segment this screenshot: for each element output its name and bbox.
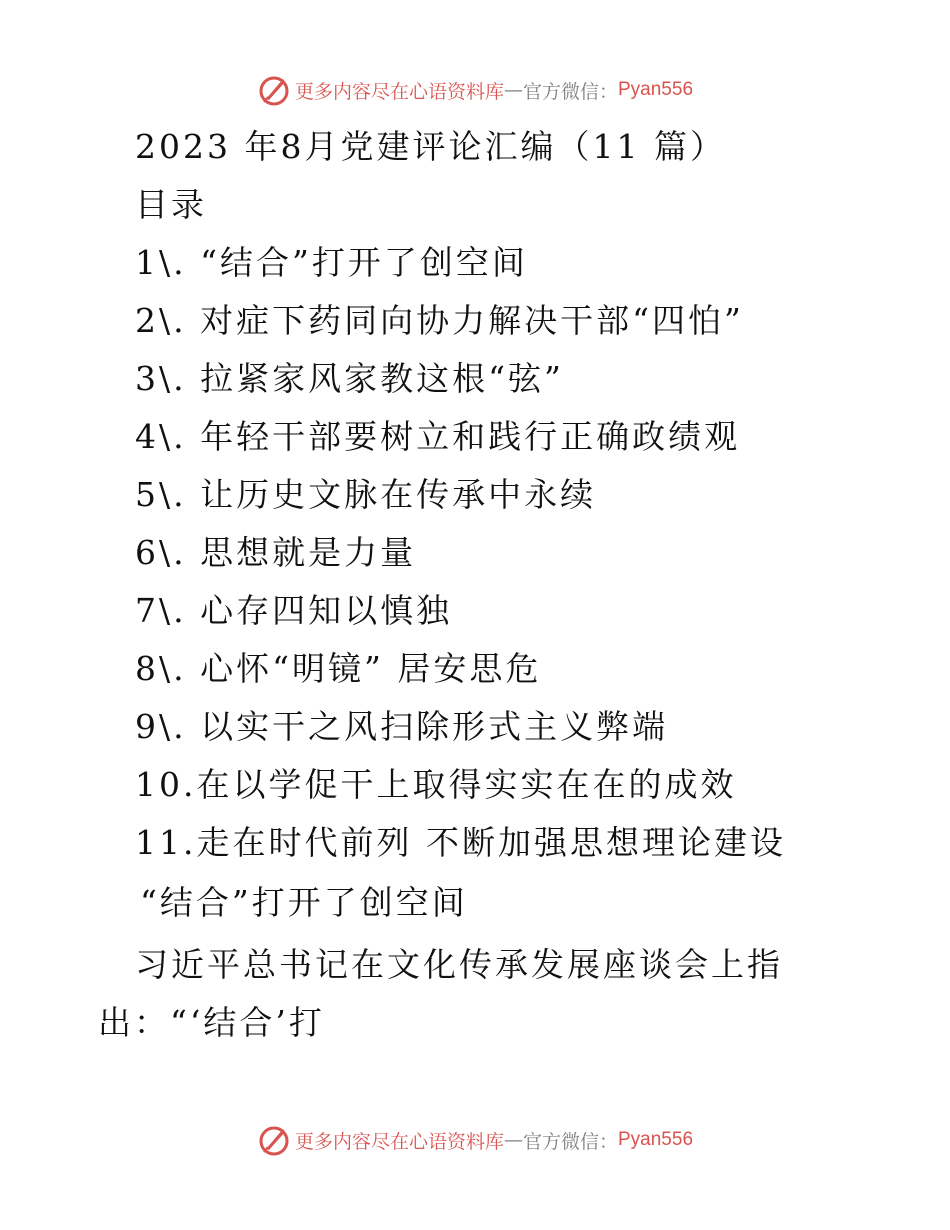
document-title: 2023 年8月党建评论汇编（11 篇） (135, 127, 726, 166)
toc-item: 6\. 思想就是力量 (135, 533, 417, 572)
body-paragraph-line: 出：“‘结合’打 (98, 1003, 325, 1042)
watermark-text: 更多内容尽在心语资料库 (294, 1130, 504, 1153)
toc-item: 1\. “结合”打开了创空间 (135, 243, 528, 282)
body-paragraph-line: 习近平总书记在文化传承发展座谈会上指 (135, 945, 783, 984)
toc-item: 7\. 心存四知以慎独 (135, 591, 453, 630)
toc-item: 10.在以学促干上取得实实在在的成效 (135, 765, 737, 804)
watermark-footer (0, 1120, 950, 1160)
watermark-text: 更多内容尽在心语资料库 (294, 80, 504, 103)
toc-item: 11.走在时代前列 不断加强思想理论建设 (135, 823, 786, 862)
toc-item: 9\. 以实干之风扫除形式主义弊端 (135, 707, 669, 746)
quill-logo-icon (257, 73, 291, 107)
toc-item: 4\. 年轻干部要树立和践行正确政绩观 (135, 417, 741, 456)
watermark-wechat-label: 官方微信： (522, 1130, 618, 1153)
toc-item: 3\. 拉紧家风家教这根“弦” (135, 359, 564, 398)
toc-item: 2\. 对症下药同向协力解决干部“四怕” (135, 301, 744, 340)
watermark-wechat-id: Pyan556 (618, 79, 694, 100)
watermark-wechat-id: Pyan556 (618, 1129, 694, 1150)
watermark-wechat-label: 官方微信： (522, 80, 618, 103)
toc-heading: 目录 (135, 185, 207, 224)
watermark-header (0, 70, 950, 110)
section-title: “结合”打开了创空间 (140, 883, 468, 922)
toc-item: 8\. 心怀“明镜” 居安思危 (135, 649, 542, 688)
watermark-dash: — (503, 1129, 523, 1151)
toc-item: 5\. 让历史文脉在传承中永续 (135, 475, 597, 514)
watermark-dash: — (503, 79, 523, 101)
quill-logo-icon (257, 1123, 291, 1157)
